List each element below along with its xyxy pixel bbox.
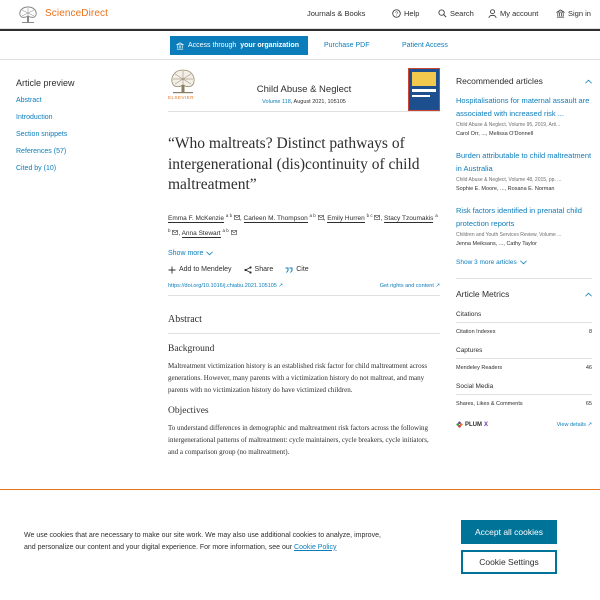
share-label: Share: [254, 266, 274, 274]
recommended-article-authors: Jenna Meiksans, ..., Cathy Taylor: [456, 241, 537, 247]
nav-item-abstract[interactable]: Abstract: [16, 97, 42, 104]
access-bold-label: your organization: [240, 42, 299, 49]
cookie-policy-link[interactable]: Cookie Policy: [294, 543, 337, 551]
elsevier-wordmark: ELSEVIER: [168, 95, 195, 100]
nav-item-cited-by[interactable]: Cited by (10): [16, 165, 57, 172]
access-prefix-label: Access through: [188, 42, 237, 49]
my-account-link[interactable]: [488, 9, 538, 18]
top-header: [0, 0, 600, 29]
help-label: Help: [404, 9, 420, 18]
metrics-heading: Article Metrics: [456, 289, 510, 299]
recommended-article-title[interactable]: Burden attributable to child maltreatment in Australia: [456, 151, 592, 173]
metric-value: 65: [585, 401, 592, 407]
recommended-article-title[interactable]: Risk factors identified in prenatal child protection reports: [456, 206, 582, 228]
author-affiliation: a b: [225, 212, 233, 218]
email-icon[interactable]: [231, 230, 237, 235]
volume-link[interactable]: Volume 118: [262, 99, 291, 105]
plumx-row: [456, 421, 592, 428]
chevron-up-icon: [585, 79, 592, 84]
doi-url: https://doi.org/10.1016/j.chiabu.2021.105105: [168, 282, 277, 289]
author-list: Emma F. McKenzie $^{a b}$ , Carleen M. Thompson $^{a b}$ , Emily Hurren $^{b c}$ , Stacy Tzoumakis $^{a b}$ , Anna Stewart $^{a b}$: [168, 212, 438, 237]
background-text: Maltreatment victimization history is an established risk factor for child maltreatment across generations. However, many parents with a victimization history do not maltreat, and many parents with no victimization history do have victimized children.: [168, 361, 428, 394]
author-link[interactable]: Stacy Tzoumakis: [384, 214, 434, 222]
article-title: “Who maltreats? Distinct pathways of intergenerational (dis)continuity of child maltreatment”: [168, 135, 420, 193]
nav-item-section-snippets[interactable]: Section snippets: [16, 131, 68, 138]
view-details-label: View details: [556, 421, 586, 428]
background-heading: Background: [168, 343, 215, 354]
author-link[interactable]: Emily Hurren: [327, 214, 365, 222]
abstract-heading: Abstract: [168, 313, 202, 325]
search-link[interactable]: [438, 9, 474, 18]
recommended-article-authors: Carol Orr, ..., Melissa O'Donnell: [456, 131, 534, 137]
journal-cover-image[interactable]: [408, 68, 440, 111]
recommended-article-meta: Children and Youth Services Review, Volume ...: [456, 232, 562, 238]
plumx-text: PLUM: [465, 421, 482, 428]
recommended-article: [456, 149, 592, 192]
sign-in-link[interactable]: [556, 9, 591, 18]
cookie-banner: [0, 489, 600, 600]
chevron-down-icon: [520, 260, 527, 265]
sign-in-label: Sign in: [568, 9, 591, 18]
search-icon: [438, 9, 447, 18]
metric-row-mendeley-readers: [456, 359, 592, 379]
plumx-flower-icon: [456, 421, 463, 428]
article-main: [168, 68, 440, 458]
cover-line: [412, 89, 436, 92]
recommended-heading: Recommended articles: [456, 76, 543, 86]
cite-label: Cite: [296, 266, 309, 274]
cover-line: [412, 95, 430, 97]
metric-category-social-media: Social Media: [456, 379, 592, 395]
sidebar-divider: [456, 278, 592, 279]
metric-label: Mendeley Readers: [456, 365, 503, 371]
show-more-label: Show more: [168, 249, 204, 257]
article-actions: [168, 266, 440, 274]
journal-name[interactable]: Child Abuse & Neglect: [256, 84, 352, 95]
recommended-article-meta: Child Abuse & Neglect, Volume 48, 2015, pp. ...: [456, 177, 562, 183]
institution-icon: [556, 9, 565, 18]
view-details-link[interactable]: View details ↗: [556, 421, 592, 428]
show-more-articles-button[interactable]: [456, 259, 592, 266]
doi-link[interactable]: https://doi.org/10.1016/j.chiabu.2021.105105 ↗: [168, 282, 284, 289]
share-button[interactable]: [244, 266, 274, 274]
author-link[interactable]: Carleen M. Thompson: [243, 214, 308, 222]
institution-icon: [176, 42, 184, 50]
right-sidebar: [456, 76, 592, 428]
metric-row-citation-indexes: [456, 323, 592, 343]
author-link[interactable]: Anna Stewart: [181, 229, 221, 237]
metric-value: 8: [588, 329, 592, 335]
email-icon[interactable]: [234, 215, 240, 220]
recommended-article-meta: Child Abuse & Neglect, Volume 95, 2019, Arti...: [456, 122, 561, 128]
email-icon[interactable]: [172, 230, 178, 235]
chevron-up-icon: [585, 292, 592, 297]
recommended-article-authors: Sophie E. Moore, ..., Rosana E. Norman: [456, 186, 555, 192]
email-icon[interactable]: [318, 215, 324, 220]
article-preview-heading: Article preview: [16, 78, 75, 88]
author-link[interactable]: Emma F. McKenzie: [168, 214, 224, 222]
recommended-header[interactable]: [456, 76, 592, 86]
metric-row-shares: [456, 395, 592, 415]
journals-books-label: Journals & Books: [307, 9, 366, 18]
author-affiliation: a b: [168, 212, 438, 233]
objectives-heading: Objectives: [168, 405, 209, 416]
article-preview-nav: [16, 78, 136, 182]
volume-details: , August 2021, 105105: [290, 99, 346, 105]
show-more-button[interactable]: [168, 250, 440, 257]
share-icon: [244, 266, 252, 274]
accept-all-cookies-button[interactable]: Accept all cookies: [461, 520, 557, 544]
metric-category-captures: Captures: [456, 343, 592, 359]
metric-label: Shares, Likes & Comments: [456, 401, 523, 407]
user-icon: [488, 9, 497, 18]
cookie-message: [24, 530, 384, 553]
cite-button[interactable]: [285, 266, 308, 274]
elsevier-tree-icon[interactable]: [16, 4, 40, 24]
patient-access-link[interactable]: Patient Access: [402, 42, 448, 49]
author-affiliation: b c: [366, 212, 373, 218]
add-to-mendeley-button[interactable]: [168, 266, 232, 274]
objectives-text: To understand differences in demographic and maltreatment risk factors across the following intergenerational patterns of maltreatment: cycle maintainers, cycle breakers, cycle initiators, and a comparison group (no maltreatment).: [168, 423, 429, 456]
my-account-label: My account: [500, 9, 539, 18]
rights-link[interactable]: Get rights and content ↗: [379, 282, 440, 289]
plumx-x: X: [484, 421, 489, 428]
rights-label: Get rights and content: [379, 282, 434, 289]
nav-item-references[interactable]: References (57): [16, 148, 67, 155]
journal-volume: [224, 99, 384, 105]
purchase-pdf-link[interactable]: Purchase PDF: [324, 42, 370, 49]
cookie-message-text: We use cookies that are necessary to make our site work. We may also use additional cookies to analyze, improve, and personalize our content and your digital experience. For more information, see our: [24, 532, 381, 551]
email-icon[interactable]: [374, 215, 380, 220]
brand-logo-text[interactable]: ScienceDirect: [45, 8, 108, 19]
author-affiliation: a b: [222, 227, 229, 233]
plus-icon: [168, 266, 176, 274]
cookie-settings-button[interactable]: Cookie Settings: [461, 550, 557, 574]
metric-label: Citation Indexes: [456, 329, 496, 335]
svg-text:?: ?: [395, 11, 398, 18]
nav-item-introduction[interactable]: Introduction: [16, 114, 53, 121]
search-label: Search: [450, 9, 474, 18]
add-to-mendeley-label: Add to Mendeley: [179, 266, 232, 274]
cover-band: [412, 72, 436, 86]
recommended-article-title[interactable]: Hospitalisations for maternal assault are associated with increased risk ...: [456, 96, 590, 118]
metrics-header[interactable]: [456, 289, 592, 299]
quote-icon: [285, 266, 293, 274]
access-organization-button[interactable]: [170, 36, 308, 55]
journals-books-link[interactable]: [307, 9, 365, 18]
recommended-article: [456, 204, 592, 247]
journal-header: [168, 68, 440, 112]
plumx-logo[interactable]: [456, 421, 488, 428]
show-more-articles-label: Show 3 more articles: [456, 259, 517, 266]
abstract-divider: [168, 333, 440, 334]
author-affiliation: a b: [309, 212, 316, 218]
metric-category-citations: Citations: [456, 307, 592, 323]
access-bar: [0, 29, 600, 60]
doi-row: [168, 282, 440, 296]
recommended-article: [456, 94, 592, 137]
help-link[interactable]: [392, 9, 419, 18]
metric-value: 46: [585, 365, 592, 371]
help-icon: [392, 9, 401, 18]
chevron-down-icon: [206, 251, 213, 256]
